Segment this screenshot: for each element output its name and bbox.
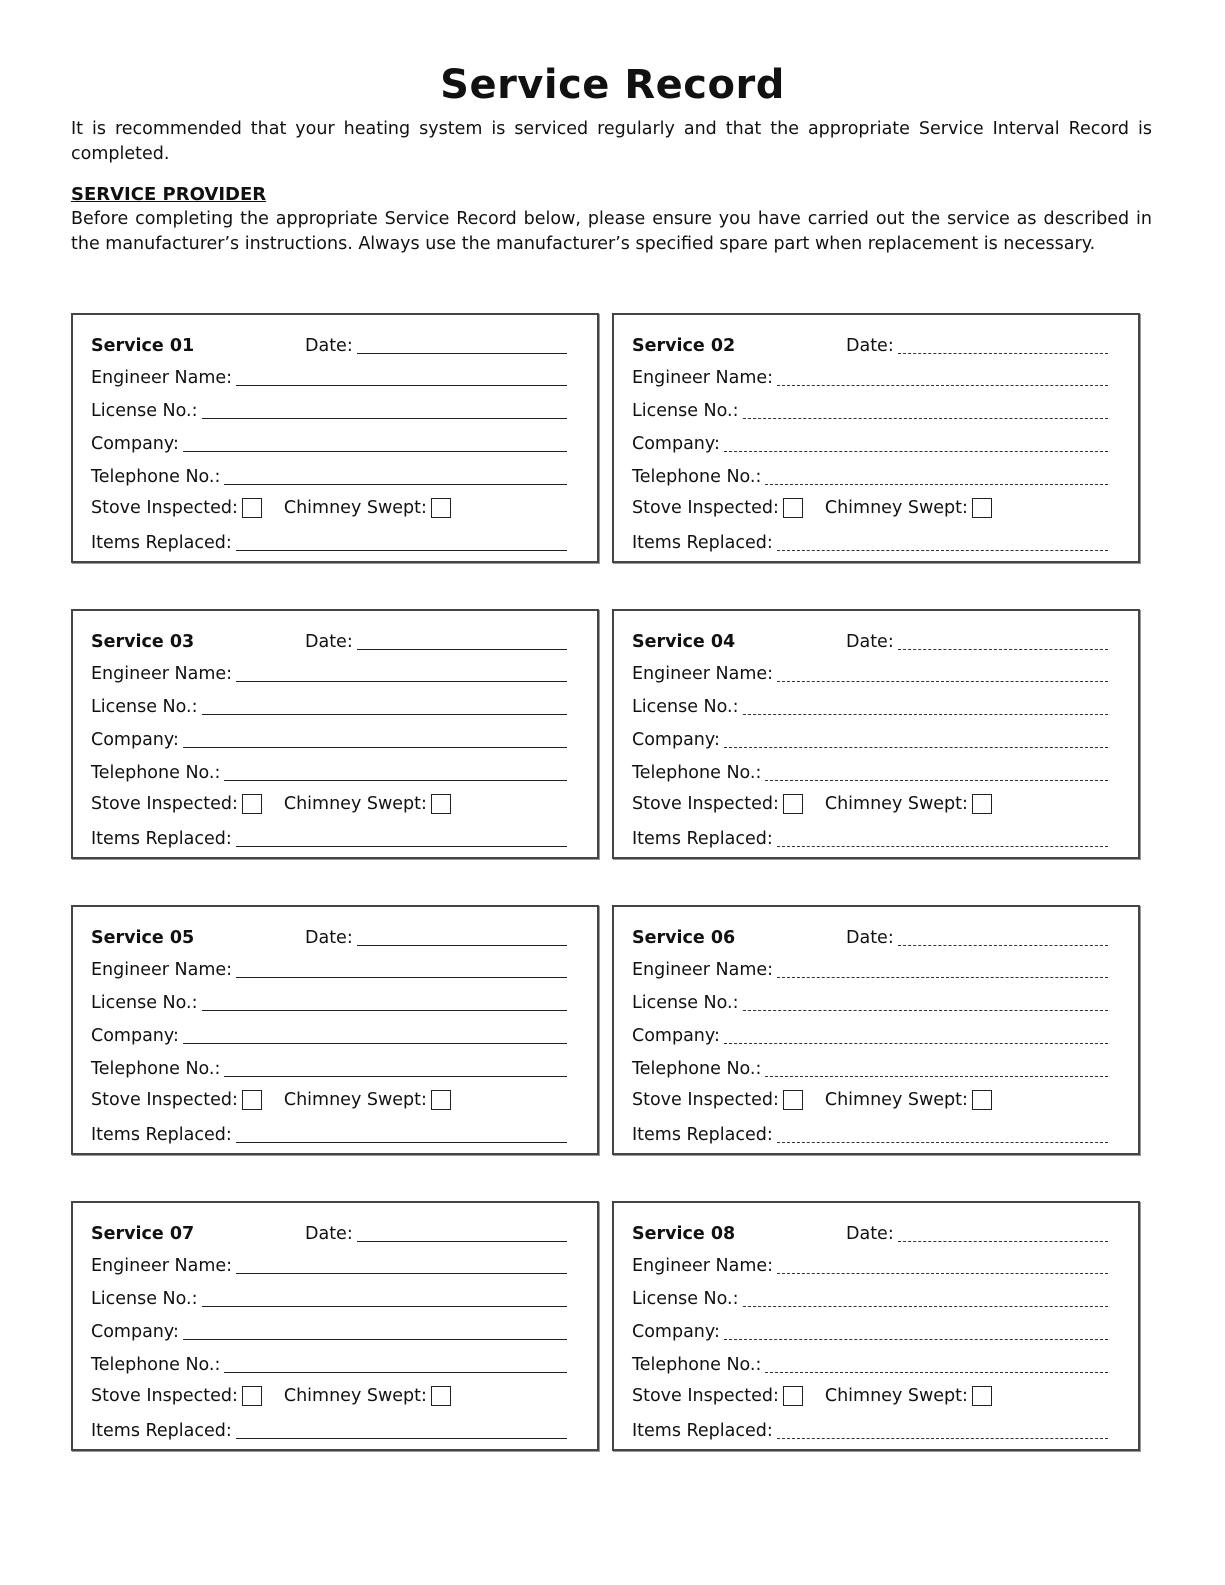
license-no-label: License No.:: [91, 1289, 198, 1309]
telephone-no-label: Telephone No.:: [91, 1059, 221, 1079]
date-field[interactable]: [357, 353, 567, 354]
license-no-field[interactable]: [743, 418, 1109, 419]
company-label: Company:: [91, 730, 179, 750]
license-no-label: License No.:: [91, 993, 198, 1013]
items-replaced-row: [632, 528, 1108, 554]
company-row: [632, 1021, 1108, 1047]
service-card: [612, 1201, 1140, 1451]
telephone-no-label: Telephone No.:: [632, 1355, 762, 1375]
company-label: Company:: [632, 1322, 720, 1342]
items-replaced-label: Items Replaced:: [632, 829, 773, 849]
service-name: Service 07: [91, 1224, 195, 1244]
items-replaced-row: [632, 1120, 1108, 1146]
telephone-no-field[interactable]: [765, 1372, 1108, 1373]
engineer-name-label: Engineer Name:: [91, 1256, 233, 1276]
service-card: [71, 905, 599, 1155]
inspection-row: [632, 791, 1108, 817]
license-no-row: [91, 1284, 567, 1310]
stove-inspected-label: Stove Inspected:: [632, 498, 779, 518]
chimney-swept-checkbox[interactable]: [972, 1090, 992, 1110]
service-provider-paragraph: Before completing the appropriate Service Record below, please ensure you have carried out the service as described in the manufacturer’s instructions. Always use the manufacturer’s specified spare part when replacement is necessary.: [71, 209, 1152, 254]
inspection-row: [632, 495, 1108, 521]
inspection-row: [91, 1087, 567, 1113]
company-field[interactable]: [724, 451, 1108, 452]
company-row: [91, 1317, 567, 1343]
items-replaced-field[interactable]: [236, 846, 567, 847]
engineer-name-label: Engineer Name:: [632, 960, 774, 980]
engineer-name-row: [91, 363, 567, 389]
engineer-name-field[interactable]: [236, 681, 567, 682]
license-no-row: [91, 692, 567, 718]
license-no-label: License No.:: [632, 697, 739, 717]
items-replaced-label: Items Replaced:: [632, 1421, 773, 1441]
engineer-name-field[interactable]: [236, 977, 567, 978]
items-replaced-label: Items Replaced:: [91, 829, 232, 849]
chimney-swept-label: Chimney Swept:: [283, 1386, 427, 1406]
engineer-name-row: [632, 955, 1108, 981]
items-replaced-label: Items Replaced:: [91, 1125, 232, 1145]
telephone-no-row: [91, 758, 567, 784]
service-card: [71, 313, 599, 563]
stove-inspected-checkbox[interactable]: [783, 498, 803, 518]
company-row: [632, 1317, 1108, 1343]
items-replaced-field[interactable]: [236, 1438, 567, 1439]
engineer-name-row: [91, 1251, 567, 1277]
telephone-no-label: Telephone No.:: [91, 763, 221, 783]
date-field[interactable]: [357, 1241, 567, 1242]
telephone-no-field[interactable]: [224, 484, 567, 485]
section-heading: SERVICE PROVIDER: [71, 184, 267, 205]
service-card: [612, 313, 1140, 563]
service-header-row: [91, 331, 567, 357]
date-field[interactable]: [898, 945, 1108, 946]
chimney-swept-label: Chimney Swept:: [824, 498, 968, 518]
engineer-name-row: [632, 659, 1108, 685]
date-label: Date:: [846, 928, 894, 948]
engineer-name-field[interactable]: [777, 385, 1108, 386]
inspection-row: [632, 1383, 1108, 1409]
license-no-field[interactable]: [202, 714, 568, 715]
service-card: [71, 609, 599, 859]
license-no-field[interactable]: [743, 1306, 1109, 1307]
engineer-name-label: Engineer Name:: [91, 960, 233, 980]
telephone-no-row: [632, 758, 1108, 784]
stove-inspected-label: Stove Inspected:: [91, 1090, 238, 1110]
stove-inspected-checkbox[interactable]: [783, 1090, 803, 1110]
items-replaced-row: [632, 824, 1108, 850]
company-label: Company:: [632, 1026, 720, 1046]
service-header-row: [91, 627, 567, 653]
license-no-label: License No.:: [632, 1289, 739, 1309]
date-label: Date:: [305, 928, 353, 948]
license-no-field[interactable]: [743, 714, 1109, 715]
items-replaced-field[interactable]: [236, 1142, 567, 1143]
company-field[interactable]: [183, 1043, 567, 1044]
telephone-no-label: Telephone No.:: [91, 467, 221, 487]
engineer-name-field[interactable]: [777, 681, 1108, 682]
date-field[interactable]: [357, 649, 567, 650]
inspection-row: [632, 1087, 1108, 1113]
engineer-name-row: [632, 363, 1108, 389]
stove-inspected-label: Stove Inspected:: [632, 794, 779, 814]
telephone-no-row: [632, 1054, 1108, 1080]
telephone-no-row: [632, 462, 1108, 488]
service-name: Service 02: [632, 336, 736, 356]
items-replaced-label: Items Replaced:: [632, 1125, 773, 1145]
telephone-no-label: Telephone No.:: [632, 763, 762, 783]
company-field[interactable]: [724, 1339, 1108, 1340]
items-replaced-row: [91, 1120, 567, 1146]
chimney-swept-checkbox[interactable]: [431, 794, 451, 814]
telephone-no-field[interactable]: [224, 1372, 567, 1373]
license-no-row: [632, 988, 1108, 1014]
chimney-swept-checkbox[interactable]: [431, 1090, 451, 1110]
telephone-no-field[interactable]: [765, 1076, 1108, 1077]
items-replaced-row: [632, 1416, 1108, 1442]
service-name: Service 03: [91, 632, 195, 652]
date-label: Date:: [305, 1224, 353, 1244]
telephone-no-row: [91, 1350, 567, 1376]
items-replaced-row: [91, 824, 567, 850]
stove-inspected-checkbox[interactable]: [242, 794, 262, 814]
chimney-swept-label: Chimney Swept:: [824, 1386, 968, 1406]
inspection-row: [91, 495, 567, 521]
service-header-row: [632, 331, 1108, 357]
stove-inspected-label: Stove Inspected:: [632, 1090, 779, 1110]
company-label: Company:: [632, 434, 720, 454]
license-no-label: License No.:: [91, 401, 198, 421]
company-field[interactable]: [183, 451, 567, 452]
company-field[interactable]: [183, 747, 567, 748]
chimney-swept-label: Chimney Swept:: [824, 1090, 968, 1110]
company-field[interactable]: [724, 1043, 1108, 1044]
chimney-swept-checkbox[interactable]: [972, 794, 992, 814]
engineer-name-field[interactable]: [236, 1273, 567, 1274]
date-label: Date:: [846, 336, 894, 356]
telephone-no-row: [91, 1054, 567, 1080]
items-replaced-label: Items Replaced:: [91, 1421, 232, 1441]
engineer-name-row: [632, 1251, 1108, 1277]
engineer-name-label: Engineer Name:: [632, 1256, 774, 1276]
engineer-name-label: Engineer Name:: [91, 664, 233, 684]
engineer-name-field[interactable]: [236, 385, 567, 386]
items-replaced-field[interactable]: [777, 1438, 1108, 1439]
company-field[interactable]: [183, 1339, 567, 1340]
items-replaced-label: Items Replaced:: [632, 533, 773, 553]
inspection-row: [91, 1383, 567, 1409]
engineer-name-label: Engineer Name:: [632, 368, 774, 388]
date-label: Date:: [846, 632, 894, 652]
date-label: Date:: [846, 1224, 894, 1244]
service-card: [612, 905, 1140, 1155]
stove-inspected-label: Stove Inspected:: [91, 498, 238, 518]
telephone-no-row: [632, 1350, 1108, 1376]
engineer-name-row: [91, 659, 567, 685]
telephone-no-row: [91, 462, 567, 488]
license-no-row: [632, 692, 1108, 718]
engineer-name-label: Engineer Name:: [91, 368, 233, 388]
stove-inspected-checkbox[interactable]: [242, 498, 262, 518]
license-no-row: [632, 1284, 1108, 1310]
stove-inspected-checkbox[interactable]: [783, 1386, 803, 1406]
stove-inspected-checkbox[interactable]: [783, 794, 803, 814]
company-label: Company:: [91, 1026, 179, 1046]
items-replaced-field[interactable]: [777, 846, 1108, 847]
telephone-no-field[interactable]: [224, 780, 567, 781]
items-replaced-field[interactable]: [236, 550, 567, 551]
date-field[interactable]: [898, 353, 1108, 354]
license-no-field[interactable]: [743, 1010, 1109, 1011]
company-field[interactable]: [724, 747, 1108, 748]
telephone-no-field[interactable]: [765, 780, 1108, 781]
items-replaced-row: [91, 528, 567, 554]
company-row: [632, 429, 1108, 455]
engineer-name-field[interactable]: [777, 1273, 1108, 1274]
stove-inspected-label: Stove Inspected:: [632, 1386, 779, 1406]
company-row: [632, 725, 1108, 751]
telephone-no-label: Telephone No.:: [632, 467, 762, 487]
service-header-row: [91, 923, 567, 949]
license-no-field[interactable]: [202, 1010, 568, 1011]
chimney-swept-checkbox[interactable]: [431, 498, 451, 518]
telephone-no-label: Telephone No.:: [632, 1059, 762, 1079]
chimney-swept-label: Chimney Swept:: [283, 794, 427, 814]
date-field[interactable]: [898, 1241, 1108, 1242]
company-label: Company:: [632, 730, 720, 750]
chimney-swept-label: Chimney Swept:: [824, 794, 968, 814]
license-no-label: License No.:: [91, 697, 198, 717]
license-no-row: [632, 396, 1108, 422]
page-title: Service Record: [440, 62, 785, 108]
inspection-row: [91, 791, 567, 817]
engineer-name-label: Engineer Name:: [632, 664, 774, 684]
license-no-label: License No.:: [632, 993, 739, 1013]
stove-inspected-checkbox[interactable]: [242, 1386, 262, 1406]
chimney-swept-checkbox[interactable]: [431, 1386, 451, 1406]
company-label: Company:: [91, 1322, 179, 1342]
items-replaced-field[interactable]: [777, 550, 1108, 551]
chimney-swept-checkbox[interactable]: [972, 498, 992, 518]
service-name: Service 05: [91, 928, 195, 948]
license-no-row: [91, 396, 567, 422]
date-label: Date:: [305, 632, 353, 652]
service-name: Service 01: [91, 336, 195, 356]
license-no-label: License No.:: [632, 401, 739, 421]
company-row: [91, 1021, 567, 1047]
stove-inspected-label: Stove Inspected:: [91, 794, 238, 814]
company-row: [91, 725, 567, 751]
license-no-row: [91, 988, 567, 1014]
date-field[interactable]: [357, 945, 567, 946]
engineer-name-field[interactable]: [777, 977, 1108, 978]
service-name: Service 06: [632, 928, 736, 948]
service-name: Service 04: [632, 632, 736, 652]
service-header-row: [91, 1219, 567, 1245]
intro-paragraph: It is recommended that your heating system is serviced regularly and that the appropriate Service Interval Record is completed.: [71, 119, 1152, 164]
stove-inspected-checkbox[interactable]: [242, 1090, 262, 1110]
company-row: [91, 429, 567, 455]
telephone-no-field[interactable]: [765, 484, 1108, 485]
service-header-row: [632, 627, 1108, 653]
items-replaced-label: Items Replaced:: [91, 533, 232, 553]
chimney-swept-label: Chimney Swept:: [283, 1090, 427, 1110]
date-field[interactable]: [898, 649, 1108, 650]
items-replaced-field[interactable]: [777, 1142, 1108, 1143]
chimney-swept-checkbox[interactable]: [972, 1386, 992, 1406]
company-label: Company:: [91, 434, 179, 454]
license-no-field[interactable]: [202, 418, 568, 419]
service-name: Service 08: [632, 1224, 736, 1244]
service-card: [612, 609, 1140, 859]
service-header-row: [632, 1219, 1108, 1245]
service-header-row: [632, 923, 1108, 949]
engineer-name-row: [91, 955, 567, 981]
chimney-swept-label: Chimney Swept:: [283, 498, 427, 518]
telephone-no-field[interactable]: [224, 1076, 567, 1077]
license-no-field[interactable]: [202, 1306, 568, 1307]
service-card: [71, 1201, 599, 1451]
date-label: Date:: [305, 336, 353, 356]
telephone-no-label: Telephone No.:: [91, 1355, 221, 1375]
items-replaced-row: [91, 1416, 567, 1442]
stove-inspected-label: Stove Inspected:: [91, 1386, 238, 1406]
